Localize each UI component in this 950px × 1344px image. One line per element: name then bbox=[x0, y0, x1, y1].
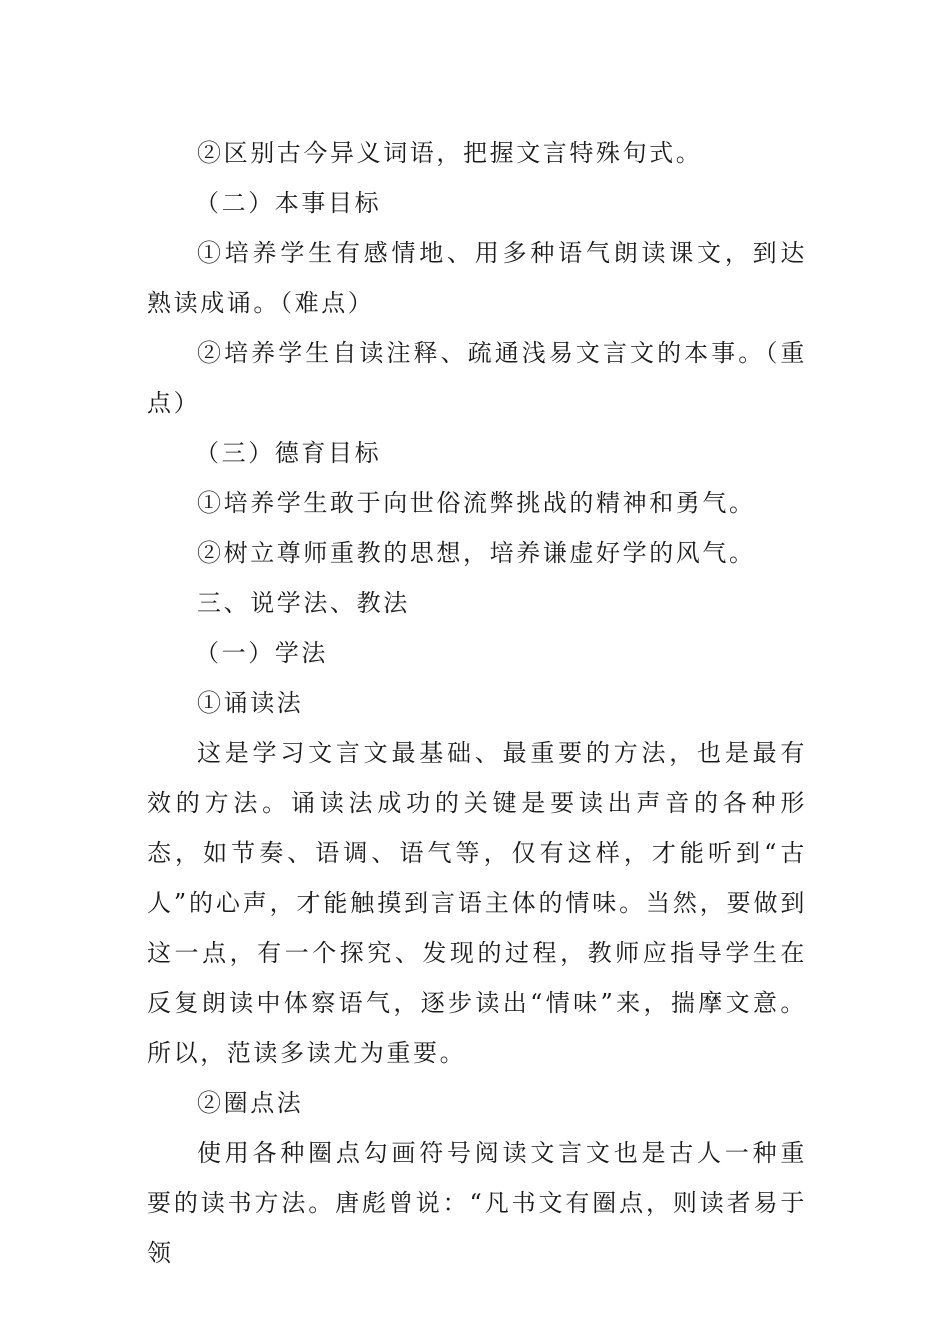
method-heading-recitation: ①诵读法 bbox=[197, 689, 304, 717]
method-heading-annotation: ②圈点法 bbox=[197, 1089, 304, 1117]
subsection-heading-learning-methods: （一）学法 bbox=[195, 639, 328, 667]
paragraph-moral-goal-2: ②树立尊师重教的思想，培养谦虚好学的风气。 bbox=[197, 539, 756, 567]
paragraph-recitation-description: 这是学习文言文最基础、最重要的方法，也是最有效的方法。诵读法成功的关键是要读出声音的各种形态，如节奏、语调、语气等，仅有这样，才能听到“古人”的心声，才能触摸到言语主体的情味。当然，要做到这一点，有一个探究、发现的过程，教师应指导学生在反复朗读中体察语气，逐步读出“情味”来，揣摩文意。所以，范读多读尤为重要。 bbox=[147, 739, 807, 1067]
section-heading-ability-goals: （二）本事目标 bbox=[195, 189, 382, 217]
paragraph-moral-goal-1: ①培养学生敢于向世俗流弊挑战的精神和勇气。 bbox=[197, 489, 756, 517]
paragraph-knowledge-goal-2: ②区别古今异义词语，把握文言特殊句式。 bbox=[197, 139, 703, 167]
document-body bbox=[147, 128, 807, 1278]
paragraph-ability-goal-1: ①培养学生有感情地、用多种语气朗读课文，到达熟读成诵。（难点） bbox=[147, 239, 807, 317]
paragraph-annotation-description: 使用各种圈点勾画符号阅读文言文也是古人一种重要的读书方法。唐彪曾说：“凡书文有圈点，则读者易于领 bbox=[147, 1139, 807, 1267]
section-heading-methods: 三、说学法、教法 bbox=[197, 589, 410, 617]
section-heading-moral-goals: （三）德育目标 bbox=[195, 439, 382, 467]
paragraph-ability-goal-2: ②培养学生自读注释、疏通浅易文言文的本事。（重点） bbox=[147, 339, 807, 417]
